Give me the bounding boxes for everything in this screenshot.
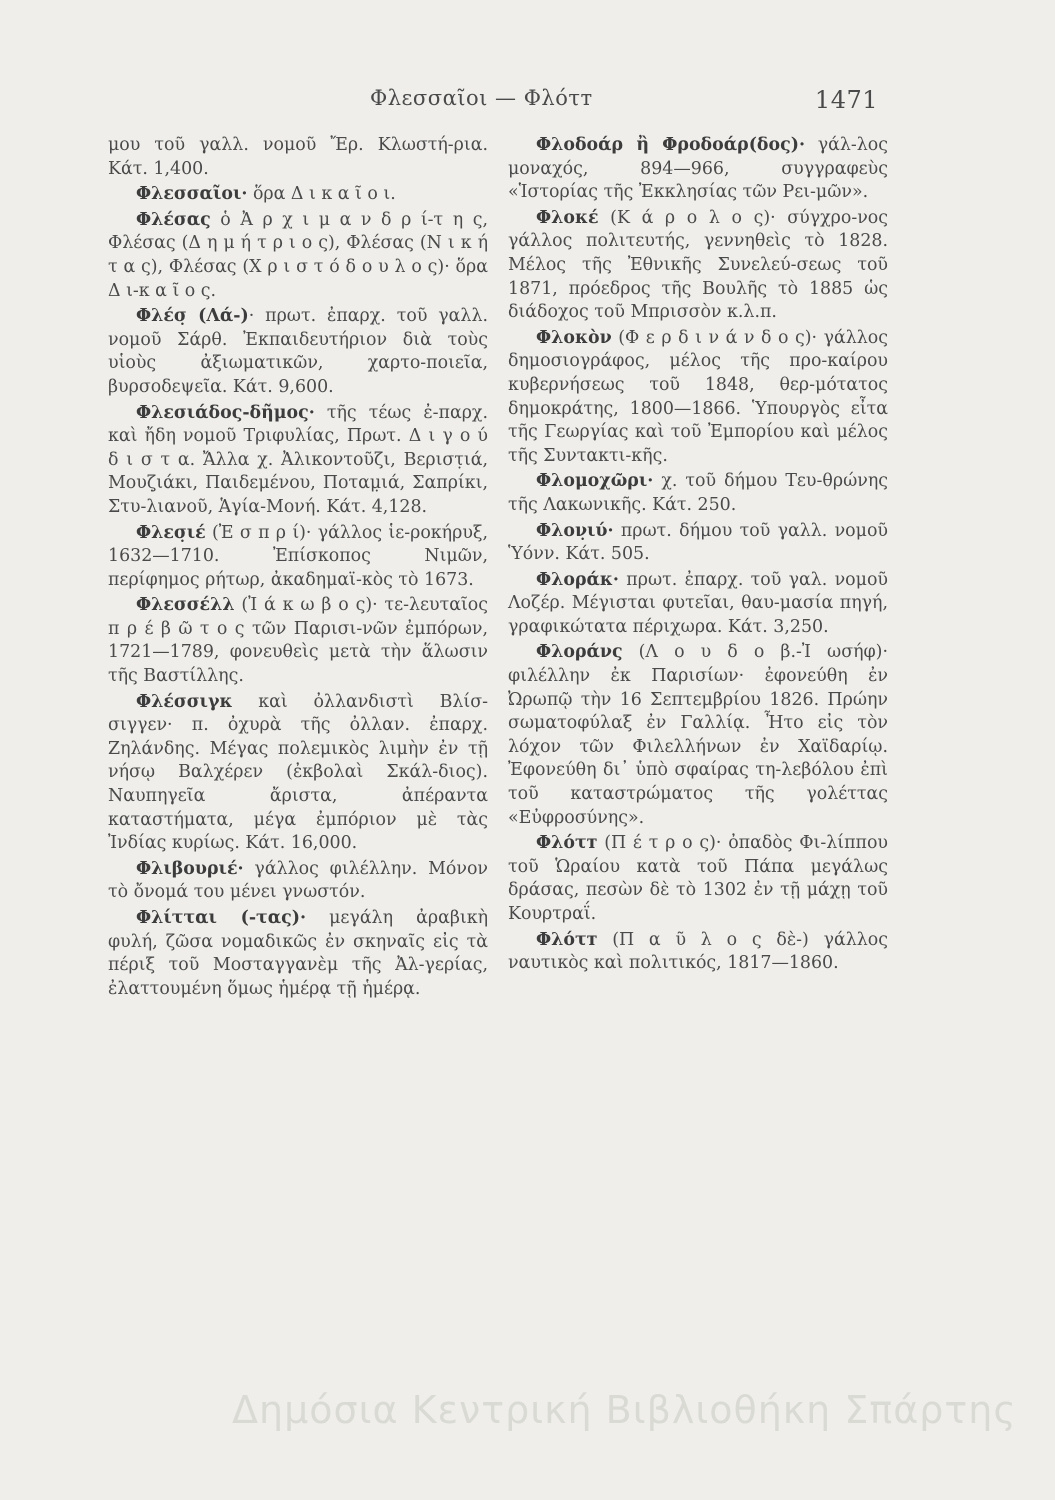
entry [508,207,888,325]
entry [108,594,488,688]
library-watermark: Δημόσια Κεντρική Βιβλιοθήκη Σπάρτης [232,1388,1017,1432]
entry [508,641,888,830]
entry [108,907,488,1001]
entry-headword: Φλεσσέλλ [136,595,235,616]
entry-text: (Φ ε ρ δ ι ν ά ν δ ο ς)· γάλλος δημοσιογράφος, μέλος τῆς προ-καίρου κυβερνήσεως τοῦ 1848, θερ-μότατος δημοκράτης, 1800—1866. Ὑπουργὸς εἶτα τῆς Γεωργίας καὶ τοῦ Ἐμπορίου καὶ μέλος τῆς Συντακτι-κῆς. [508,327,888,466]
entry-headword: Φλότт [536,929,598,950]
left-column [108,134,488,1003]
entry [508,470,888,517]
entry-headword: Φλεσιάδος-δῆμος· [136,402,315,423]
entry-text: τῆς τέως ἐ-παρχ. καὶ ἤδη νομοῦ Τριφυλίας, Πρωτ. Δ ι γ ο ύ δ ι σ τ α. Ἄλλα χ. Ἀλικοντοῦζι, Βεριστ̣ιά, Μουζ̣ιάκι, Παιδεμένου, Ποταμ̣ιά, Σαπρίκι, Στυ-λιανοῦ, Ἁγία-Μονή. Κάτ. 4,128. [108,402,488,517]
entry-text: πρωτ. δήμου τοῦ γαλλ. νομοῦ Ὑόνν. Κάτ. 505. [508,520,888,565]
running-header [370,86,890,122]
entry-headword: Φλότт [536,833,598,854]
entry [108,134,488,181]
entry-headword: Φλοκὸν [536,327,612,348]
entry-text: (Λ ο υ δ ο β.-Ἰ ωσήφ)· φιλέλλην ἐκ Παρισίων· ἐφονεύθη ἐν Ὠρωπῷ τὴν 16 Σεπτεμβρίου 1826. Πρώην σωματοφύλαξ ἐν Γαλλίᾳ. Ἦτο εἰς τὸν λόχον τῶν Φιλελλήνων ἐν Χαϊδαρίῳ. Ἐφονεύθη δι᾽ ὑπὸ σφαίρας τη-λεβόλου ἐπὶ τοῦ καταστρώματος τῆς γολέττας «Εὐφροσύνης». [508,642,888,828]
entry [508,327,888,469]
entry-headword: Φλέσ̣ (Λά-) [136,306,249,327]
entry-text: · πρωτ. ἐπαρχ. τοῦ γαλλ. νομοῦ Σάρθ. Ἐκπαιδευτήριον διὰ τοὺς υἱοὺς ἀξιωματικῶν, χαρτο-ποιεῖα, βυρσοδεψεῖα. Κάτ. 9,600. [108,306,488,397]
entry-headword: Φλίτται (-τας)· [136,908,306,928]
entry-headword: Φλεσ̣ιέ [136,522,206,543]
entry-headword: Φλέσας [136,209,211,230]
entry-text: ὁ Ἀ ρ χ ι μ α ν δ ρ ί-τ η ς, Φλέσας (Δ η μ ή τ ρ ι ο ς), Φλέσας (Ν ι κ ή τ α ς), Φλέσας (Χ ρ ι σ τ ό δ ο υ λ ο ς)· ὅρα Δ ι-κ α ῖ ο ς. [108,209,488,301]
entry [508,134,888,205]
entry [108,522,488,593]
entry-headword: Φλοράκ· [536,569,619,590]
entry-text: (Π α ῦ λ ο ς δὲ-) γάλλος ναυτικὸς καὶ πολιτικός, 1817—1860. [508,929,888,974]
entry-headword: Φλοράνς [536,642,623,663]
entry [108,209,488,303]
entry [508,929,888,976]
header-title: Φλεσσαῖοι — Φλότт [370,86,593,110]
entry [108,691,488,856]
entry-headword: Φλομοχῶρι· [536,471,654,492]
entry-text: γάλλος φιλέλλην. Μόνον τὸ ὄνομά του μένει γνωστόν. [108,858,488,903]
entry-text: χ. τοῦ δήμου Τευ-θρώνης τῆς Λακωνικῆς. Κάτ. 250. [508,471,888,515]
entry-text: ὅρα Δ ι κ α ῖ ο ι. [247,184,396,205]
entry-headword: Φλέσσιγκ [136,691,233,712]
page-number: 1471 [814,86,878,114]
entry-headword: Φλεσσαῖοι· [136,184,248,205]
entry-text: (Κ ά ρ ο λ ο ς)· σύγχρο-νος γάλλος πολιτευτής, γεννηθεὶς τὸ 1828. Μέλος τῆς Ἐθνικῆς Συνελεύ-σεως τοῦ 1871, πρόεδρος τῆς Βουλῆς τὸ 1885 ὡς διάδοχος τοῦ Μπρισσὸν κ.λ.π. [508,207,888,323]
entry [136,183,488,207]
entry-text: καὶ ὀλλανδιστὶ Βλίσ-σιγγεν· π. ὀχυρὰ τῆς ὀλλαν. ἐπαρχ. Ζηλάνδης. Μέγας πολεμικὸς λιμὴν ἐν τῇ νήσῳ Βαλχέρεν (ἐκβολαὶ Σκάλ-διος). Ναυπηγεῖα ἄριστα, ἀπέραντα καταστήματα, μέγα ἐμπόριον μὲ τὰς Ἰνδίας κυρίως. Κάτ. 16,000. [108,691,488,854]
entry [108,858,488,905]
entry-headword: Φλον̣ιύ· [536,520,614,541]
entry-text: μου τοῦ γαλλ. νομοῦ Ἔρ. Κλωστή-ρια. Κάτ. 1,400. [108,135,488,179]
entry-text: (Π έ τ ρ ο ς)· ὀπαδὸς Φι-λίππου τοῦ Ὡραίου κατὰ τοῦ Πάπα μεγάλως δράσας, πεσὼν δὲ τὸ 1302 ἐν τῇ μάχῃ τοῦ Κουρτραΐ. [508,833,888,924]
entry [508,569,888,640]
entry-text: μεγάλη ἀραβικὴ φυλή, ζῶσα νομαδικῶς ἐν σκηναῖς εἰς τὰ πέριξ τοῦ Μοσταγγανὲμ τῆς Ἀλ-γερίας, ἐλαττουμένη ὅμως ἡμέρᾳ τῇ ἡμέρᾳ. [108,908,488,999]
right-column [508,134,888,978]
entry-text: πρωτ. ἐπαρχ. τοῦ γαλ. νομοῦ Λοζέρ. Μέγισται φυτεῖαι, θαυ-μασία πηγή, γραφικώτατα πέριχωρα. Κάτ. 3,250. [508,569,888,637]
entry-text: (Ἰ ά κ ω β ο ς)· τε-λευταῖος π ρ έ β ῶ τ ο ς τῶν Παρισι-νῶν ἐμπόρων, 1721—1789, φονευθεὶς μετὰ τὴν ἅλωσιν τῆς Βαστίλλης. [108,595,488,687]
entry [108,305,488,399]
entry-headword: Φλοδοάρ ἢ Φροδοάρ(δος)· [536,135,805,155]
entry-text: (Ἐ σ π ρ ί)· γάλλος ἱε-ροκήρυξ, 1632—1710. Ἐπίσκοπος Νιμῶν, περίφημος ρήτωρ, ἀκαδημαϊ-κὸς τὸ 1673. [108,522,488,590]
entry [508,832,888,926]
entry [508,520,888,567]
entry-headword: Φλιβουριέ· [136,858,244,879]
entry-headword: Φλοκέ [536,207,599,228]
entry [108,402,488,520]
entry-text: γάλ-λος μοναχός, 894—966, συγγραφεὺς «Ἱστορίας τῆς Ἐκκλησίας τῶν Ρει-μῶν». [508,135,888,203]
